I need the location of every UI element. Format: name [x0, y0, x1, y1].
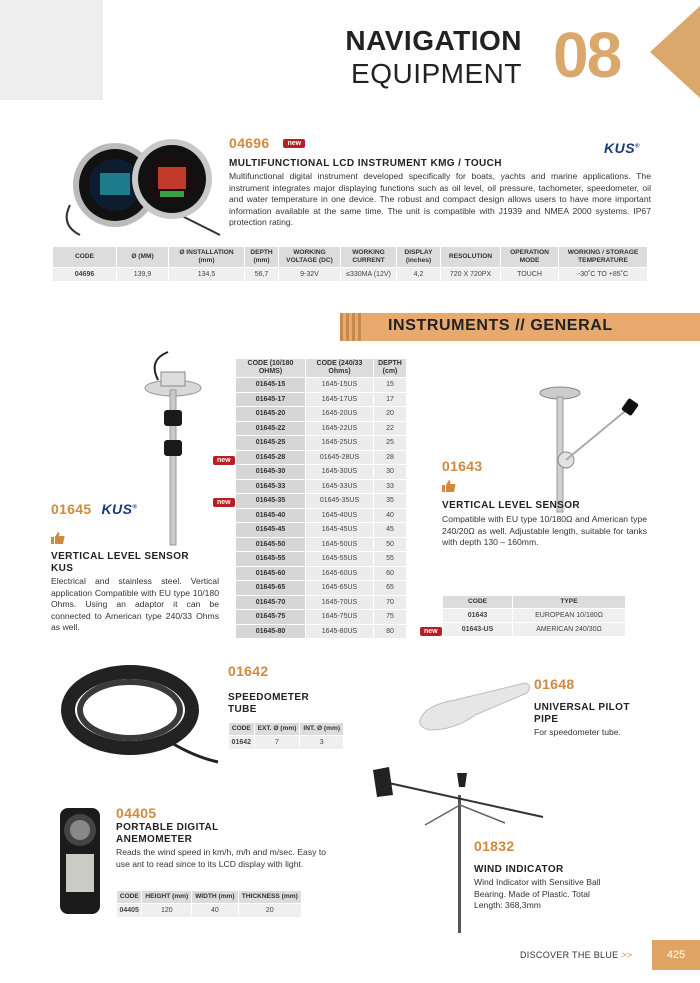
spec-table-01645 — [235, 358, 407, 639]
code-cell: 01645-70 — [236, 595, 306, 610]
table-row — [236, 508, 407, 523]
code-cell: 01645-75 — [236, 610, 306, 625]
us-code-cell: 1645-80US — [306, 624, 374, 639]
product-code-04405: 04405 — [116, 805, 157, 821]
spec-table-04696 — [52, 246, 648, 282]
depth-cell: 45 — [374, 523, 407, 538]
table-header-row: CODE TYPE — [443, 596, 626, 609]
code-cell: 01645-50 — [236, 537, 306, 552]
product-code-01642: 01642 — [228, 663, 269, 679]
depth-cell: 17 — [374, 392, 407, 407]
kus-logo: KUS® — [101, 501, 138, 517]
table-row — [236, 624, 407, 639]
speedometer-tube-image — [60, 662, 220, 767]
us-code-cell: 1645-30US — [306, 465, 374, 480]
table-row — [236, 494, 407, 509]
table-row — [236, 392, 407, 407]
depth-cell: 28 — [374, 450, 407, 465]
code-cell: 01645-40 — [236, 508, 306, 523]
code-cell: 01645-15 — [236, 378, 306, 393]
table-row: 01643 EUROPEAN 10/180Ω — [443, 609, 626, 623]
depth-cell: 15 — [374, 378, 407, 393]
depth-cell: 55 — [374, 552, 407, 567]
code-cell: 01645-30 — [236, 465, 306, 480]
product-code-01645: 01645 — [51, 501, 92, 517]
us-code-cell: 1645-65US — [306, 581, 374, 596]
thumbs-up-icon — [442, 480, 456, 492]
depth-cell: 20 — [374, 407, 407, 422]
banner-stripes-icon — [340, 313, 362, 341]
table-header-row: CODE HEIGHT (mm) WIDTH (mm) THICKNESS (mm) — [117, 891, 302, 904]
us-code-cell: 1645-25US — [306, 436, 374, 451]
new-badge: new — [283, 139, 305, 148]
product-code-01648: 01648 — [534, 676, 575, 692]
us-code-cell: 1645-20US — [306, 407, 374, 422]
table-row: 01642 7 3 — [229, 736, 344, 750]
product-code-01832: 01832 — [474, 838, 515, 854]
code-cell: 01645-33 — [236, 479, 306, 494]
table-header-row: CODE (10/180 OHMS) CODE (240/33 Ohms) DEPTH (cm) — [236, 359, 407, 378]
product-title-04696: MULTIFUNCTIONAL LCD INSTRUMENT KMG / TOUCH — [229, 158, 502, 169]
section-banner-title: INSTRUMENTS // GENERAL — [388, 317, 613, 334]
us-code-cell: 01645-28US — [306, 450, 374, 465]
table-row: 04696 139,9 134,5 56,7 9-32V ≤330MA (12V) 4,2 720 X 720PX TOUCH -30˚C TO +85˚C — [53, 268, 648, 282]
pilot-pipe-image — [415, 675, 535, 735]
page-number: 425 — [652, 940, 700, 970]
new-badge-01645-35: new — [213, 498, 235, 507]
depth-cell: 33 — [374, 479, 407, 494]
chapter-title-line2: EQUIPMENT — [351, 58, 522, 89]
code-cell: 01645-28 — [236, 450, 306, 465]
table-row — [236, 581, 407, 596]
code-cell: 01645-65 — [236, 581, 306, 596]
table-row — [236, 523, 407, 538]
us-code-cell: 1645-45US — [306, 523, 374, 538]
depth-cell: 40 — [374, 508, 407, 523]
table-row — [236, 595, 407, 610]
kus-logo: KUS® — [604, 140, 640, 156]
footer-slogan: DISCOVER THE BLUE >> — [520, 950, 633, 960]
depth-cell: 60 — [374, 566, 407, 581]
table-row — [236, 436, 407, 451]
code-cell: 01645-60 — [236, 566, 306, 581]
anemometer-image — [58, 806, 102, 916]
table-row — [236, 610, 407, 625]
vertical-level-sensor-kus-image — [128, 350, 218, 550]
table-row — [236, 566, 407, 581]
table-row — [236, 421, 407, 436]
depth-cell: 65 — [374, 581, 407, 596]
product-title-01648: UNIVERSAL PILOT PIPE — [534, 702, 630, 725]
thumbs-up-icon — [51, 532, 65, 544]
depth-cell: 35 — [374, 494, 407, 509]
product-desc-01643: Compatible with EU type 10/180Ω and American type 240/20Ω as well. Adjustable length, suitable for tanks with depth 130 – 160mm. — [442, 514, 647, 547]
table-header-row: CODE EXT. Ø (mm) INT. Ø (mm) — [229, 723, 344, 736]
table-header-row: CODE Ø (MM) Ø INSTALLATION (mm) DEPTH (mm) WORKING VOLTAGE (DC) WORKING CURRENT DISPLAY (inches) RESOLUTION OPERATION MODE WORKING / STORAGE TEMPERATURE — [53, 247, 648, 268]
us-code-cell: 1645-75US — [306, 610, 374, 625]
depth-cell: 70 — [374, 595, 407, 610]
code-cell: 01645-55 — [236, 552, 306, 567]
code-cell: 01645-20 — [236, 407, 306, 422]
product-title-04405: PORTABLE DIGITAL ANEMOMETER — [116, 822, 219, 845]
code-cell: 01645-80 — [236, 624, 306, 639]
product-title-01645: VERTICAL LEVEL SENSOR KUS — [51, 551, 190, 574]
table-row: 04405 120 40 20 — [117, 904, 302, 918]
table-row — [236, 479, 407, 494]
us-code-cell: 1645-50US — [306, 537, 374, 552]
table-row: 01643-US AMERICAN 240/30Ω — [443, 623, 626, 637]
product-code-01643: 01643 — [442, 458, 483, 474]
depth-cell: 30 — [374, 465, 407, 480]
us-code-cell: 1645-33US — [306, 479, 374, 494]
depth-cell: 75 — [374, 610, 407, 625]
us-code-cell: 1645-70US — [306, 595, 374, 610]
code-cell: 01645-22 — [236, 421, 306, 436]
product-desc-04696: Multifunctional digital instrument developed specifically for boats, yachts and marine applications. The instrument integrates major displaying functions such as oil level, oil pressure, tachometer, speedometer, oil and water temperature in one device. The robust and compact design allows users to have more important information available at the same time. The unit is compatible with J1939 and NMEA 2000 systems. IP67 protection rating. — [229, 171, 651, 227]
us-code-cell: 1645-40US — [306, 508, 374, 523]
product-title-01642: SPEEDOMETER TUBE — [228, 692, 310, 715]
us-code-cell: 1645-60US — [306, 566, 374, 581]
chapter-chevron-icon — [650, 6, 700, 98]
lcd-instrument-image — [60, 135, 225, 240]
table-row — [236, 537, 407, 552]
us-code-cell: 01645-35US — [306, 494, 374, 509]
depth-cell: 80 — [374, 624, 407, 639]
spec-table-01642 — [228, 722, 344, 750]
code-cell: 01645-45 — [236, 523, 306, 538]
chapter-number: 08 — [553, 19, 621, 91]
product-desc-04405: Reads the wind speed in km/h, m/h and m/sec. Easy to use ant to read since to its LCD display with light. — [116, 847, 326, 869]
new-badge-01645-28: new — [213, 456, 235, 465]
table-row — [236, 552, 407, 567]
us-code-cell: 1645-22US — [306, 421, 374, 436]
depth-cell: 25 — [374, 436, 407, 451]
product-desc-01832: Wind Indicator with Sensitive Ball Bearing. Made of Plastic. Total Length: 368,3mm — [474, 877, 601, 910]
footer-arrows: >> — [621, 950, 633, 960]
depth-cell: 22 — [374, 421, 407, 436]
code-cell: 01645-17 — [236, 392, 306, 407]
product-title-01832: WIND INDICATOR — [474, 864, 564, 875]
product-title-01643: VERTICAL LEVEL SENSOR — [442, 500, 581, 511]
spec-table-01643 — [442, 595, 626, 637]
table-row — [236, 407, 407, 422]
us-code-cell: 1645-15US — [306, 378, 374, 393]
table-row — [236, 465, 407, 480]
us-code-cell: 1645-17US — [306, 392, 374, 407]
table-row — [236, 378, 407, 393]
us-code-cell: 1645-55US — [306, 552, 374, 567]
spec-table-04405 — [116, 890, 302, 918]
depth-cell: 50 — [374, 537, 407, 552]
chapter-title-line1: NAVIGATION — [345, 25, 522, 56]
product-desc-01648: For speedometer tube. — [534, 727, 621, 737]
product-desc-01645: Electrical and stainless steel. Vertical application Compatible with EU type 10/180 Ohms. Using an adaptor it can be connected to American type 240/33 Ohms as well. — [51, 576, 219, 632]
code-cell: 01645-25 — [236, 436, 306, 451]
table-row — [236, 450, 407, 465]
header-gray-block — [0, 0, 103, 100]
product-code-04696: 04696 — [229, 135, 270, 151]
code-cell: 01645-35 — [236, 494, 306, 509]
vertical-level-sensor-image — [530, 375, 645, 520]
new-badge-01643-us: new — [420, 627, 442, 636]
